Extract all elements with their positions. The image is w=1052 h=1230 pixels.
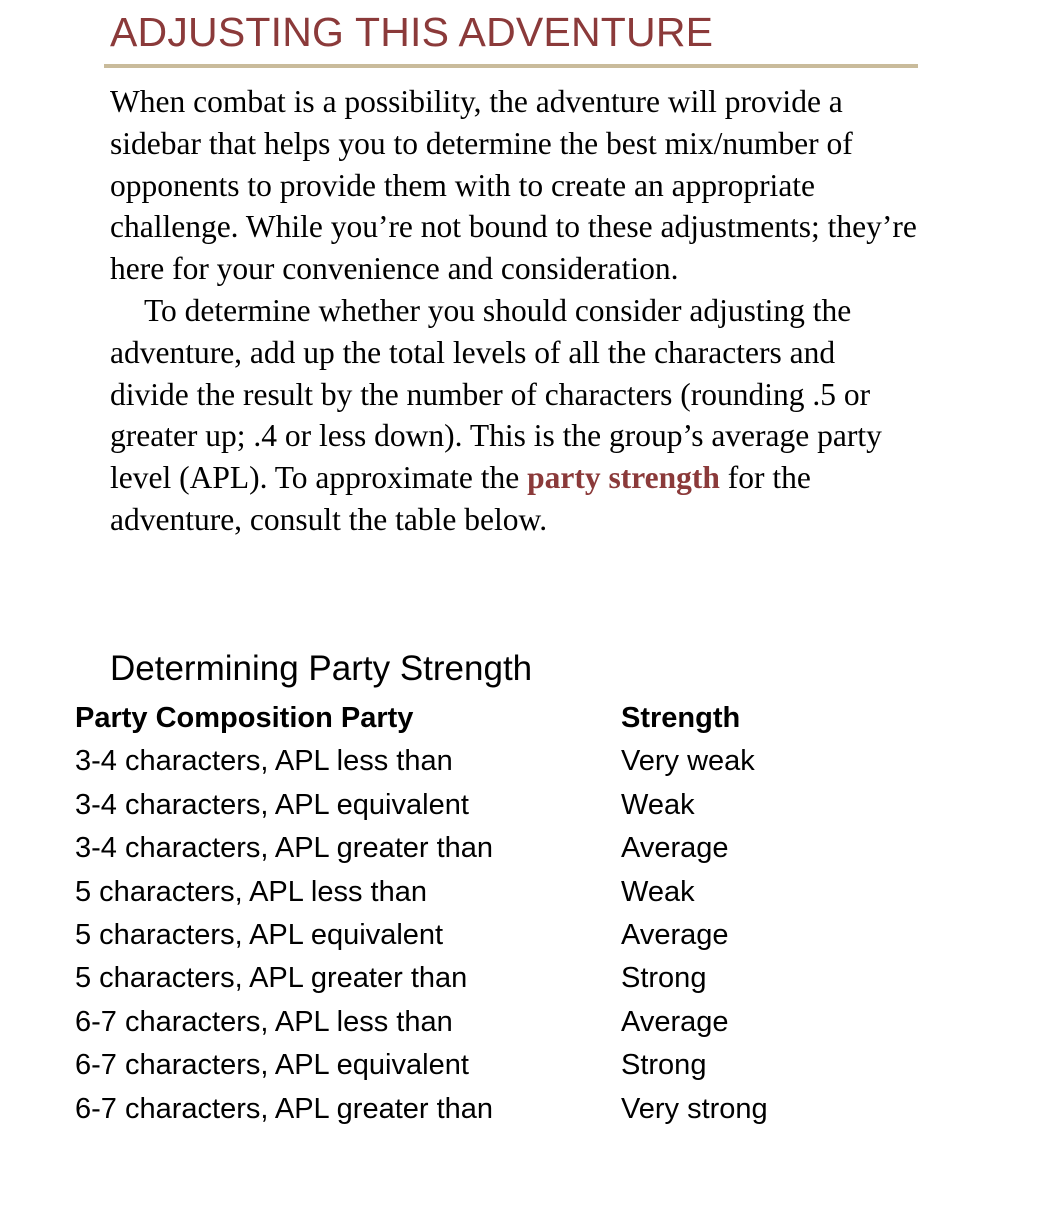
- table-row: [75, 784, 768, 827]
- party-strength-cell: Average: [621, 918, 729, 951]
- party-strength-cell: Weak: [621, 788, 695, 821]
- table-row: [75, 740, 768, 783]
- party-strength-cell: Strong: [621, 962, 707, 995]
- paragraph-apl-text-start: To determine whether you should consider adjusting the adventure, add up the total levels of all the characters and divide the result by the number of characters (rounding .5 or greater up; .4 or less down). This is the group’s average party level (APL). To approximate the: [110, 292, 882, 496]
- paragraph-apl-text-end: for the adventure, consult the table below.: [110, 460, 811, 537]
- party-strength-cell: Average: [621, 832, 729, 865]
- table-title: Determining Party Strength: [110, 649, 533, 688]
- party-composition-cell: 5 characters, APL equivalent: [75, 918, 444, 951]
- party-strength-cell: Very weak: [621, 745, 755, 778]
- table-row: [75, 1088, 768, 1131]
- party-strength-term: party strength: [527, 460, 720, 496]
- table-row: [75, 871, 768, 914]
- column-header-composition: Party Composition Party: [75, 702, 414, 734]
- party-composition-cell: 3-4 characters, APL equivalent: [75, 788, 469, 821]
- party-composition-cell: 5 characters, APL less than: [75, 875, 427, 908]
- table-row: [75, 827, 768, 870]
- table-header-row: [75, 697, 768, 740]
- party-composition-cell: 6-7 characters, APL equivalent: [75, 1049, 469, 1082]
- column-header-strength: Strength: [621, 702, 741, 734]
- party-strength-cell: Weak: [621, 875, 695, 908]
- party-composition-cell: 6-7 characters, APL less than: [75, 1005, 453, 1038]
- table-row: [75, 914, 768, 957]
- party-composition-cell: 3-4 characters, APL less than: [75, 745, 453, 778]
- title-divider: [104, 64, 918, 68]
- party-composition-cell: 3-4 characters, APL greater than: [75, 832, 494, 865]
- party-strength-cell: Very strong: [621, 1092, 768, 1125]
- table-row: [75, 1001, 768, 1044]
- party-strength-table: [75, 697, 768, 1131]
- paragraph-intro: When combat is a possibility, the adventure will provide a sidebar that helps you to determine the best mix/number of opponents to provide them with to create an appropriate challenge. While you’re not bound to these adjustments; they’re here for your convenience and consideration.: [110, 84, 917, 287]
- party-composition-cell: 6-7 characters, APL greater than: [75, 1092, 494, 1125]
- party-composition-cell: 5 characters, APL greater than: [75, 962, 468, 995]
- paragraph-apl: [110, 290, 918, 541]
- party-strength-cell: Strong: [621, 1049, 707, 1082]
- party-strength-cell: Average: [621, 1005, 729, 1038]
- body-text: [110, 81, 918, 541]
- section-title: ADJUSTING THIS ADVENTURE: [110, 9, 714, 55]
- table-row: [75, 957, 768, 1000]
- table-row: [75, 1044, 768, 1087]
